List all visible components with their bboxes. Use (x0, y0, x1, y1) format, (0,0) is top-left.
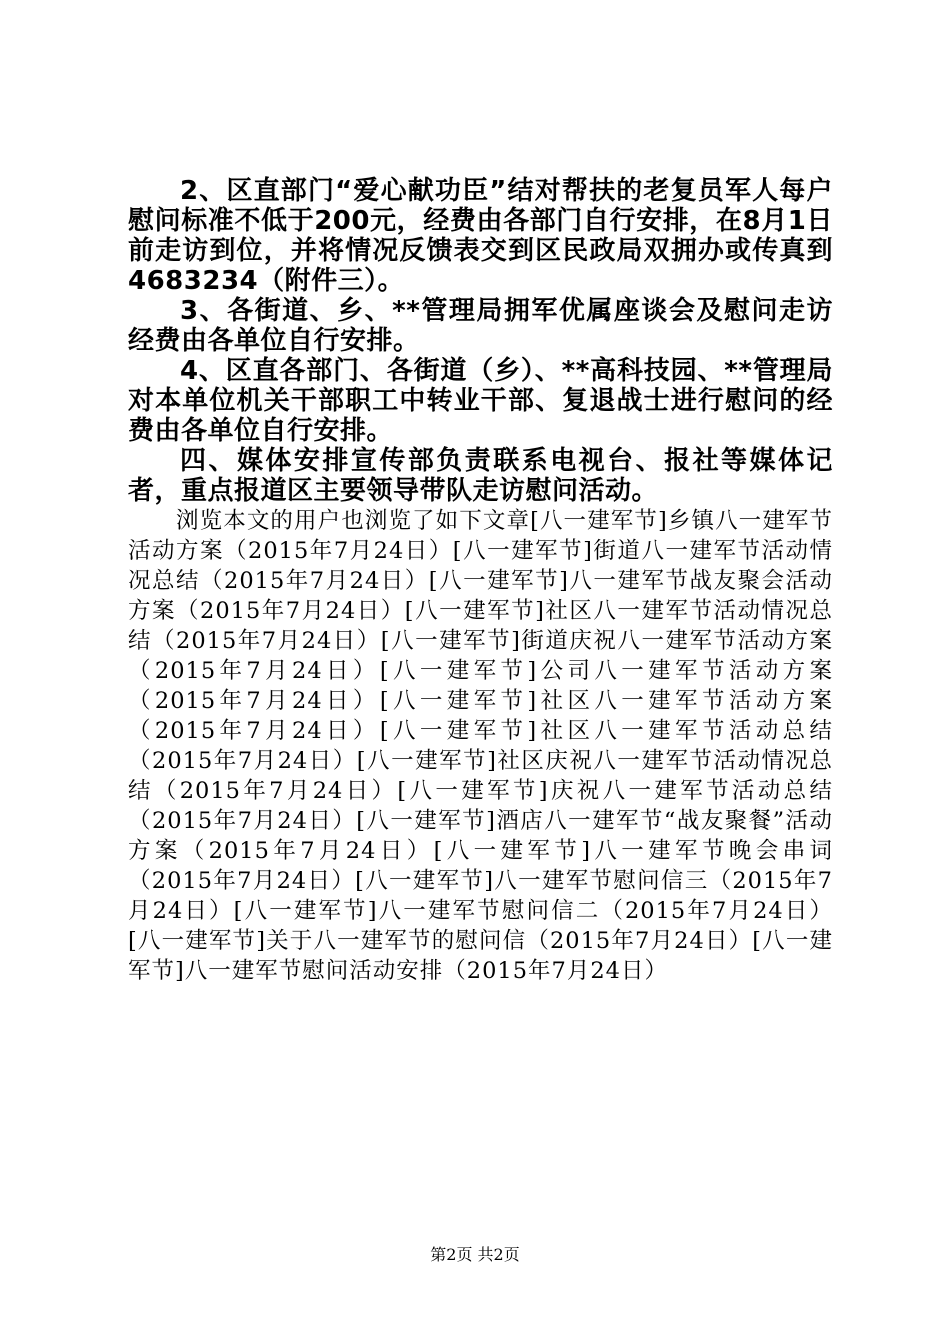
paragraph-media-arrangement: 四、媒体安排宣传部负责联系电视台、报社等媒体记者，重点报道区主要领导带队走访慰问活动。 (128, 446, 833, 506)
page-footer: 第2页 共2页 (430, 1245, 520, 1264)
paragraph-unit-funding: 4、区直各部门、各街道（乡）、**高科技园、**管理局对本单位机关干部职工中转业干部、复退战士进行慰问的经费由各单位自行安排。 (128, 356, 833, 446)
paragraph-street-funding: 3、各街道、乡、**管理局拥军优属座谈会及慰问走访经费由各单位自行安排。 (128, 296, 833, 356)
related-articles-list: 浏览本文的用户也浏览了如下文章[八一建军节]乡镇八一建军节活动方案（2015年7月24日）[八一建军节]街道八一建军节活动情况总结（2015年7月24日）[八一建军节]八一建军节战友聚会活动方案（2015年7月24日）[八一建军节]社区八一建军节活动情况总结（2015年7月24日）[八一建军节]街道庆祝八一建军节活动方案（2015年7月24日）[八一建军节]公司八一建军节活动方案（2015年7月24日）[八一建军节]社区八一建军节活动方案（2015年7月24日）[八一建军节]社区八一建军节活动总结（2015年7月24日）[八一建军节]社区庆祝八一建军节活动情况总结（2015年7月24日）[八一建军节]庆祝八一建军节活动总结（2015年7月24日）[八一建军节]酒店八一建军节“战友聚餐”活动方案（2015年7月24日）[八一建军节]八一建军节晚会串词（2015年7月24日）[八一建军节]八一建军节慰问信三（2015年7月24日）[八一建军节]八一建军节慰问信二（2015年7月24日）[八一建军节]关于八一建军节的慰问信（2015年7月24日）[八一建军节]八一建军节慰问活动安排（2015年7月24日） (128, 508, 833, 984)
paragraph-funding-retired-veterans: 2、区直部门“爱心献功臣”结对帮扶的老复员军人每户慰问标准不低于200元，经费由各部门自行安排，在8月1日前走访到位，并将情况反馈表交到区民政局双拥办或传真到4683234（附件三）。 (128, 176, 833, 296)
document-body (128, 176, 833, 986)
